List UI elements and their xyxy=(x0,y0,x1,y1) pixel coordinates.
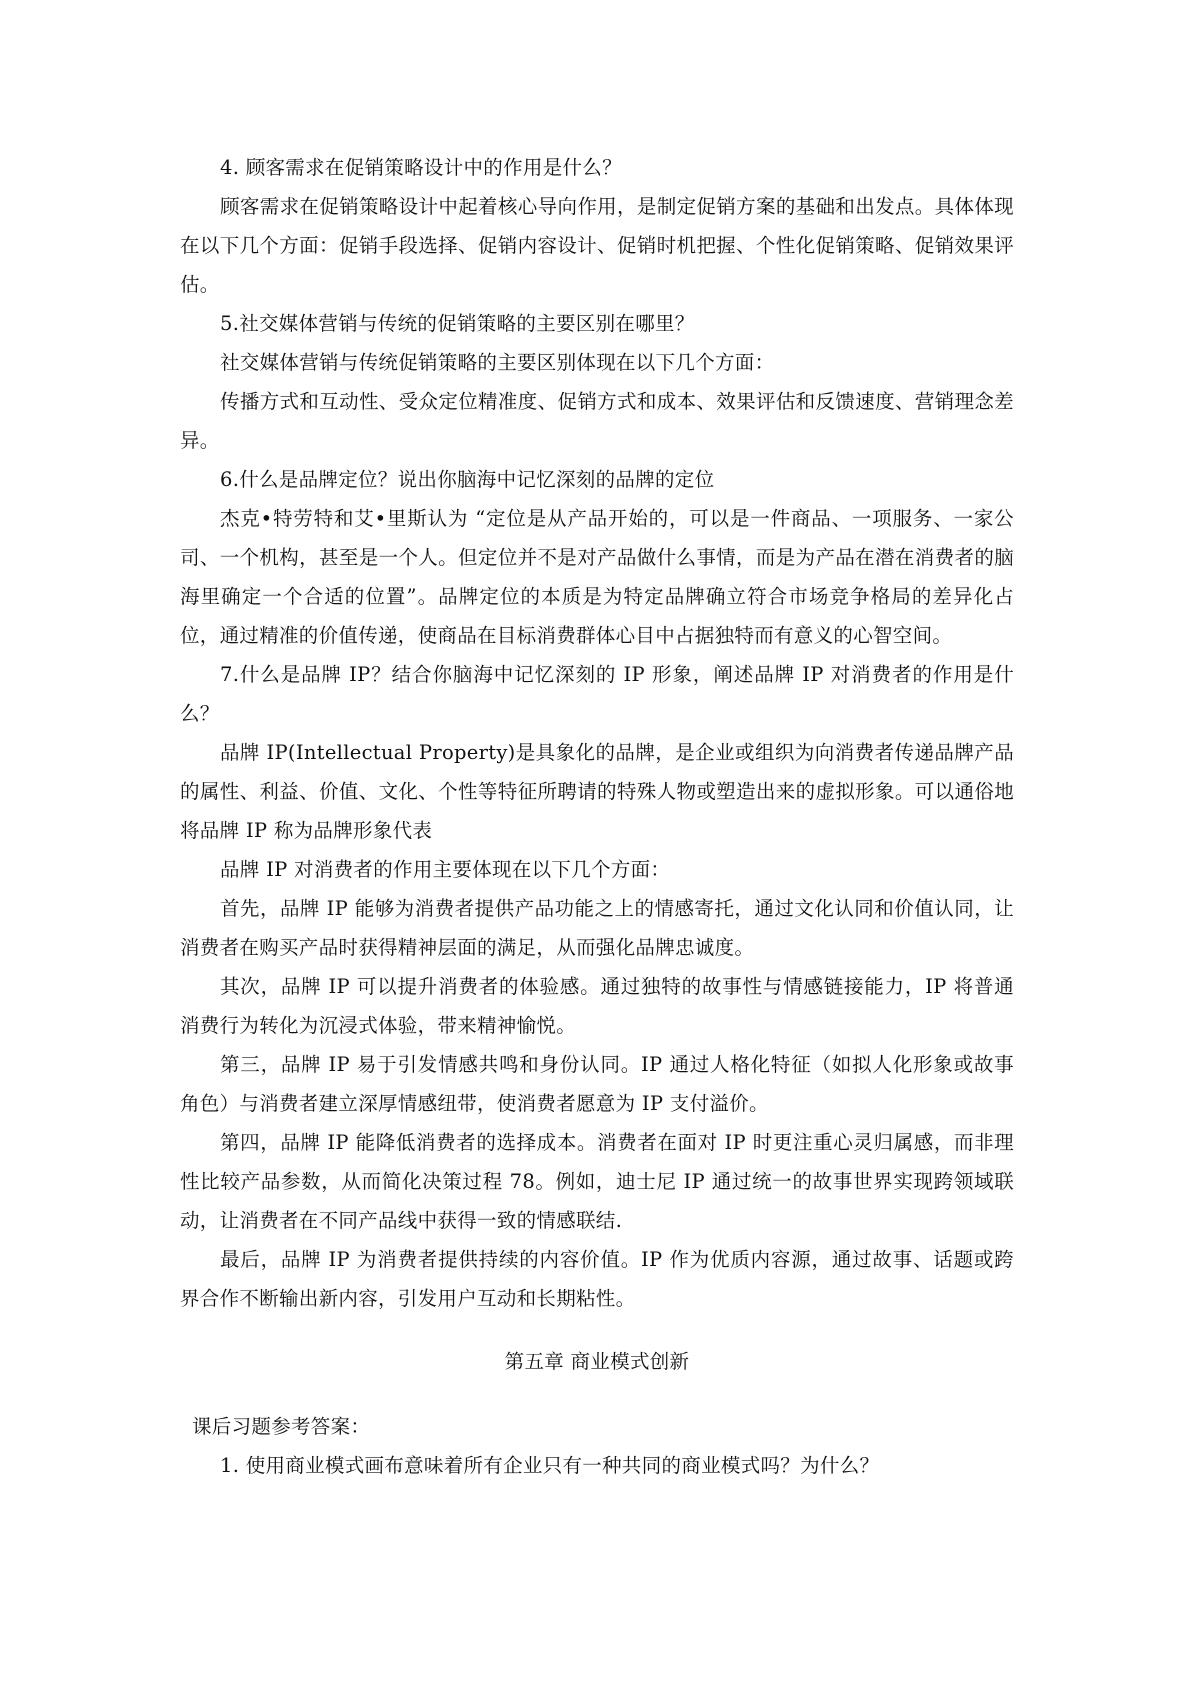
answer-7-last: 最后，品牌 IP 为消费者提供持续的内容价值。IP 作为优质内容源，通过故事、话题或跨界合作不断输出新内容，引发用户互动和长期粘性。 xyxy=(180,1248,1014,1310)
question-4: 4. 顾客需求在促销策略设计中的作用是什么？ xyxy=(220,156,622,179)
chapter5-question-1: 1. 使用商业模式画布意味着所有企业只有一种共同的商业模式吗？为什么？ xyxy=(220,1454,880,1477)
answer-5-points: 传播方式和互动性、受众定位精准度、促销方式和成本、效果评估和反馈速度、营销理念差异。 xyxy=(180,390,1014,452)
answer-7-definition: 品牌 IP(Intellectual Property)是具象化的品牌，是企业或组织为向消费者传递品牌产品的属性、利益、价值、文化、个性等特征所聘请的特殊人物或塑造出来的虚拟形象。可以通俗地将品牌 IP 称为品牌形象代表 xyxy=(180,741,1014,842)
question-6: 6.什么是品牌定位？说出你脑海中记忆深刻的品牌的定位 xyxy=(220,468,715,491)
answer-7-third: 第三，品牌 IP 易于引发情感共鸣和身份认同。IP 通过人格化特征（如拟人化形象或故事角色）与消费者建立深厚情感纽带，使消费者愿意为 IP 支付溢价。 xyxy=(180,1053,1014,1115)
document-body xyxy=(180,148,1014,1485)
answer-7-intro: 品牌 IP 对消费者的作用主要体现在以下几个方面： xyxy=(220,858,671,881)
answer-4: 顾客需求在促销策略设计中起着核心导向作用，是制定促销方案的基础和出发点。具体体现在以下几个方面：促销手段选择、促销内容设计、促销时机把握、个性化促销策略、促销效果评估。 xyxy=(180,195,1014,296)
answer-7-fourth: 第四，品牌 IP 能降低消费者的选择成本。消费者在面对 IP 时更注重心灵归属感，而非理性比较产品参数，从而简化决策过程 78。例如，迪士尼 IP 通过统一的故事世界实现跨领域联动，让消费者在不同产品线中获得一致的情感联结. xyxy=(180,1131,1014,1232)
answer-7-second: 其次，品牌 IP 可以提升消费者的体验感。通过独特的故事性与情感链接能力，IP 将普通消费行为转化为沉浸式体验，带来精神愉悦。 xyxy=(180,975,1014,1037)
chapter-title: 第五章 商业模式创新 xyxy=(504,1350,690,1373)
question-7: 7.什么是品牌 IP？结合你脑海中记忆深刻的 IP 形象，阐述品牌 IP 对消费者的作用是什么？ xyxy=(180,663,1014,725)
question-5: 5.社交媒体营销与传统的促销策略的主要区别在哪里？ xyxy=(220,312,695,335)
answer-6: 杰克•特劳特和艾•里斯认为 “定位是从产品开始的，可以是一件商品、一项服务、一家公司、一个机构，甚至是一个人。但定位并不是对产品做什么事情，而是为产品在潜在消费者的脑海里确定一个合适的位置”。品牌定位的本质是为特定品牌确立符合市场竞争格局的差异化占位，通过精准的价值传递，使商品在目标消费群体心目中占据独特而有意义的心智空间。 xyxy=(180,507,1014,647)
answers-label: 课后习题参考答案： xyxy=(192,1415,371,1438)
answer-5-intro: 社交媒体营销与传统促销策略的主要区别体现在以下几个方面： xyxy=(220,351,775,374)
answer-7-first: 首先，品牌 IP 能够为消费者提供产品功能之上的情感寄托，通过文化认同和价值认同，让消费者在购买产品时获得精神层面的满足，从而强化品牌忠诚度。 xyxy=(180,897,1014,959)
